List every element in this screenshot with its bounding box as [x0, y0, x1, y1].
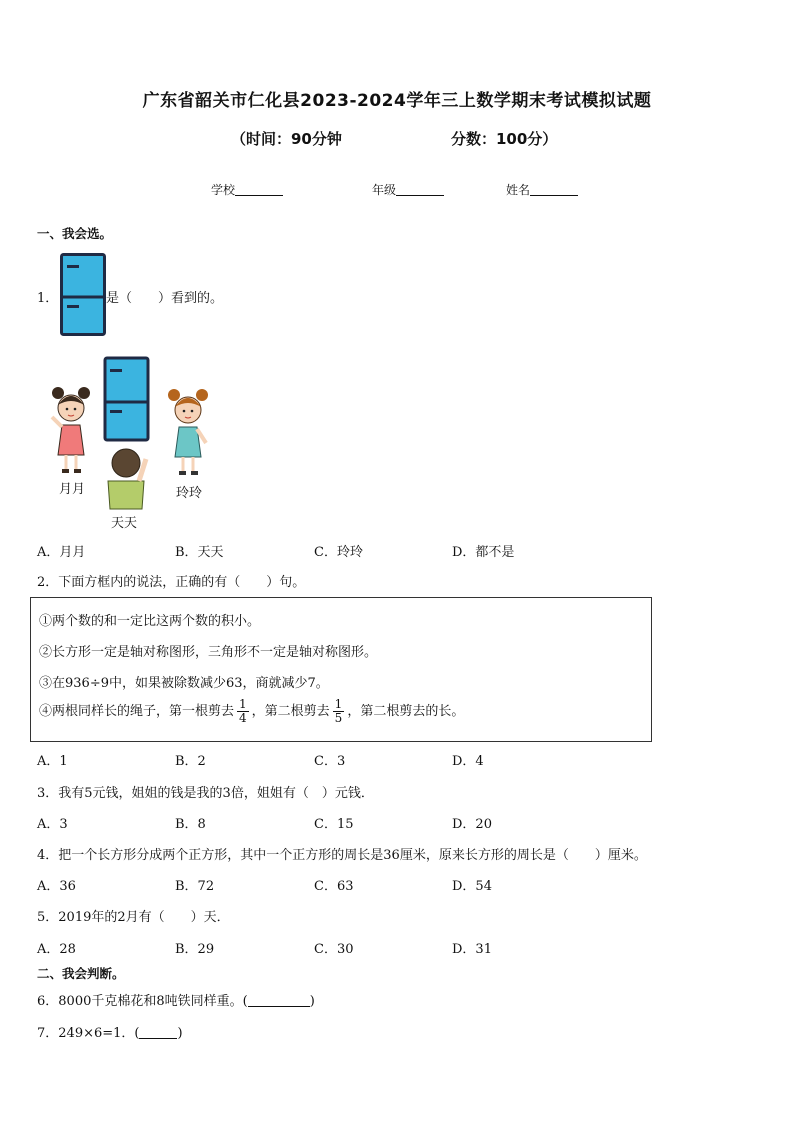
boy-back-icon: [108, 449, 146, 509]
q2-statement-4-part2: ，第二根剪去: [251, 704, 330, 720]
q4-option-a[interactable]: A．36: [37, 879, 76, 894]
q2-statement-box: [30, 597, 652, 742]
q2-text: 2．下面方框内的说法，正确的有（ ）句。: [37, 575, 306, 590]
q3-option-d[interactable]: D．20: [452, 817, 492, 832]
fraction-1-denominator: 4: [239, 711, 247, 726]
label-tiantian: 天天: [111, 516, 138, 531]
fraction-2-denominator: 5: [334, 711, 343, 726]
q2-statement-4: [39, 698, 464, 725]
q7-answer-blank[interactable]: [139, 1026, 177, 1039]
q2-statement-2: ②长方形一定是轴对称图形，三角形不一定是轴对称图形。: [39, 645, 378, 660]
q4-option-d[interactable]: D．54: [452, 879, 492, 894]
q7-line: [37, 1022, 183, 1041]
q6-line: [37, 990, 315, 1009]
girl-left-icon: [52, 387, 90, 473]
fraction-one-quarter: [237, 698, 249, 725]
name-blank[interactable]: [530, 183, 578, 196]
q4-option-c[interactable]: C．63: [314, 879, 354, 894]
q4-text: 4．把一个长方形分成两个正方形，其中一个正方形的周长是36厘米，原来长方形的周长是（ ）厘米。: [37, 848, 647, 863]
q3-option-b[interactable]: B．8: [175, 817, 206, 832]
q2-option-b[interactable]: B．2: [175, 754, 206, 769]
q2-statement-4-part1: ④两根同样长的绳子，第一根剪去: [39, 704, 235, 720]
q5-option-c[interactable]: C．30: [314, 942, 354, 957]
q1-text: 是（ ）看到的。: [106, 291, 224, 306]
grade-blank[interactable]: [396, 183, 444, 196]
q2-statement-3: ③在936÷9中，如果被除数减少63，商就减少7。: [39, 676, 329, 691]
school-field: [211, 181, 283, 198]
page-title: 广东省韶关市仁化县2023-2024学年三上数学期末考试模拟试题: [142, 91, 652, 111]
q3-text: 3．我有5元钱，姐姐的钱是我的3倍，姐姐有（ ）元钱．: [37, 786, 374, 801]
exam-time: （时间：90分钟: [231, 130, 342, 148]
q2-option-c[interactable]: C．3: [314, 754, 346, 769]
q3-option-a[interactable]: A．3: [37, 817, 68, 832]
fridge-front-icon: [105, 358, 148, 440]
q1-option-c[interactable]: C．玲玲: [314, 545, 363, 560]
school-label: 学校: [211, 183, 236, 197]
q1-illustration: [46, 355, 226, 535]
q6-close: ): [309, 994, 315, 1009]
exam-score: 分数：100分）: [451, 130, 558, 148]
q5-option-a[interactable]: A．28: [37, 942, 76, 957]
label-yueyue: 月月: [59, 482, 86, 497]
section-heading-judge: 二、我会判断。: [37, 966, 125, 981]
school-blank[interactable]: [235, 183, 283, 196]
q3-option-c[interactable]: C．15: [314, 817, 354, 832]
q1-number: 1．: [37, 291, 59, 306]
fridge-icon: [60, 253, 106, 336]
fraction-one-fifth: [333, 698, 345, 725]
q7-close: ): [177, 1026, 183, 1041]
q6-answer-blank[interactable]: [248, 994, 310, 1007]
q6-text: 6．8000千克棉花和8吨铁同样重。(: [37, 994, 248, 1009]
q1-option-b[interactable]: B．天天: [175, 545, 224, 560]
name-field: [506, 181, 578, 198]
fraction-2-numerator: 1: [334, 697, 343, 711]
name-label: 姓名: [506, 183, 531, 197]
q2-statement-1: ①两个数的和一定比这两个数的积小。: [39, 614, 261, 629]
q1-option-d[interactable]: D．都不是: [452, 545, 515, 560]
q2-option-a[interactable]: A．1: [37, 754, 68, 769]
q2-option-d[interactable]: D．4: [452, 754, 484, 769]
q7-text: 7．249×6=1．(: [37, 1026, 140, 1041]
q5-option-b[interactable]: B．29: [175, 942, 215, 957]
q5-option-d[interactable]: D．31: [452, 942, 492, 957]
label-lingling: 玲玲: [176, 486, 203, 501]
section-heading-choice: 一、我会选。: [37, 226, 113, 241]
grade-label: 年级: [372, 183, 397, 197]
q5-text: 5．2019年的2月有（ ）天．: [37, 910, 230, 925]
q1-option-a[interactable]: A．月月: [37, 545, 86, 560]
q2-statement-4-part3: ，第二根剪去的长。: [347, 704, 465, 720]
q4-option-b[interactable]: B．72: [175, 879, 215, 894]
girl-right-icon: [168, 389, 208, 475]
fraction-1-numerator: 1: [239, 697, 247, 711]
grade-field: [372, 181, 444, 198]
